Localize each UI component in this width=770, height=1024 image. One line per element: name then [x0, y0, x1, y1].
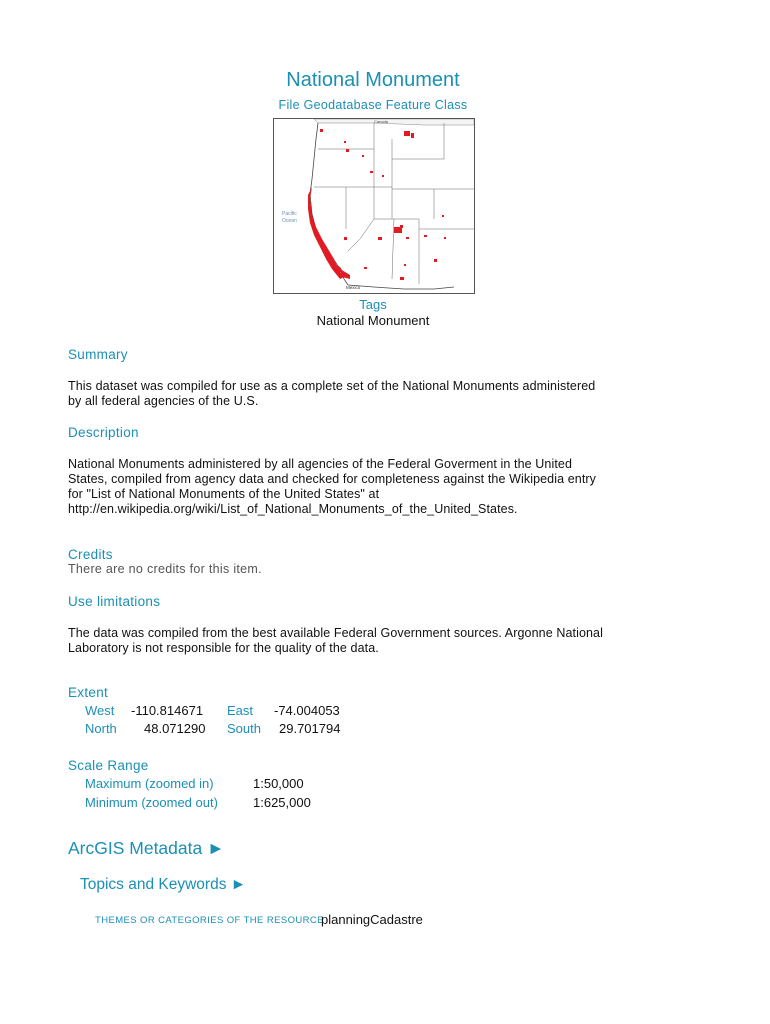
summary-heading: Summary [68, 347, 128, 362]
extent-south-value: 29.701794 [279, 721, 341, 736]
extent-east-value: -74.004053 [274, 703, 340, 718]
credits-heading: Credits [68, 547, 113, 562]
tags-value: National Monument [316, 313, 430, 328]
extent-west-value: -110.814671 [131, 703, 204, 718]
tags-heading: Tags [359, 297, 387, 312]
extent-west-label: West [85, 703, 115, 718]
pacific-label: Pacific [282, 211, 297, 217]
western-us-map [274, 119, 474, 293]
summary-line: This dataset was compiled for use as a complete set of the National Monuments administered [68, 379, 596, 393]
themes-label: THEMES OR CATEGORIES OF THE RESOURCE [95, 915, 324, 926]
scale-max-label: Maximum (zoomed in) [85, 776, 214, 791]
topics-keywords-heading[interactable]: Topics and Keywords ► [80, 876, 247, 893]
credits-value: There are no credits for this item. [68, 562, 262, 576]
ocean-label: Ocean [282, 218, 297, 224]
summary-text [68, 379, 668, 409]
use-limitations-line: Laboratory is not responsible for the quality of the data. [68, 641, 379, 655]
use-limitations-line: The data was compiled from the best available Federal Government sources. Argonne National [68, 626, 603, 640]
scale-max-value: 1:50,000 [253, 776, 304, 791]
extent-heading: Extent [68, 685, 109, 700]
extent-east-label: East [227, 703, 254, 718]
scale-min-label: Minimum (zoomed out) [85, 795, 218, 810]
themes-value: planningCadastre [321, 912, 423, 927]
description-text [68, 457, 668, 517]
use-limitations-text [68, 626, 668, 656]
document-title: National Monument [286, 69, 460, 91]
description-line: States, compiled from agency data and checked for completeness against the Wikipedia entry [68, 472, 597, 486]
arcgis-metadata-heading[interactable]: ArcGIS Metadata ► [68, 838, 225, 858]
summary-line: by all federal agencies of the U.S. [68, 394, 259, 408]
scale-min-value: 1:625,000 [253, 795, 311, 810]
canada-label: Canada [374, 119, 389, 124]
extent-north-label: North [85, 721, 117, 736]
thumbnail-map [273, 118, 475, 294]
description-line: http://en.wikipedia.org/wiki/List_of_National_Monuments_of_the_United_States. [68, 502, 518, 516]
use-limitations-heading: Use limitations [68, 594, 161, 609]
document-subtitle: File Geodatabase Feature Class [278, 98, 468, 112]
scale-range-heading: Scale Range [68, 758, 149, 773]
extent-north-value: 48.071290 [144, 721, 206, 736]
description-line: for "List of National Monuments of the United States" at [68, 487, 380, 501]
extent-south-label: South [227, 721, 261, 736]
description-heading: Description [68, 425, 139, 440]
description-line: National Monuments administered by all agencies of the Federal Goverment in the United [68, 457, 573, 471]
mexico-label: Mexico [346, 285, 361, 290]
